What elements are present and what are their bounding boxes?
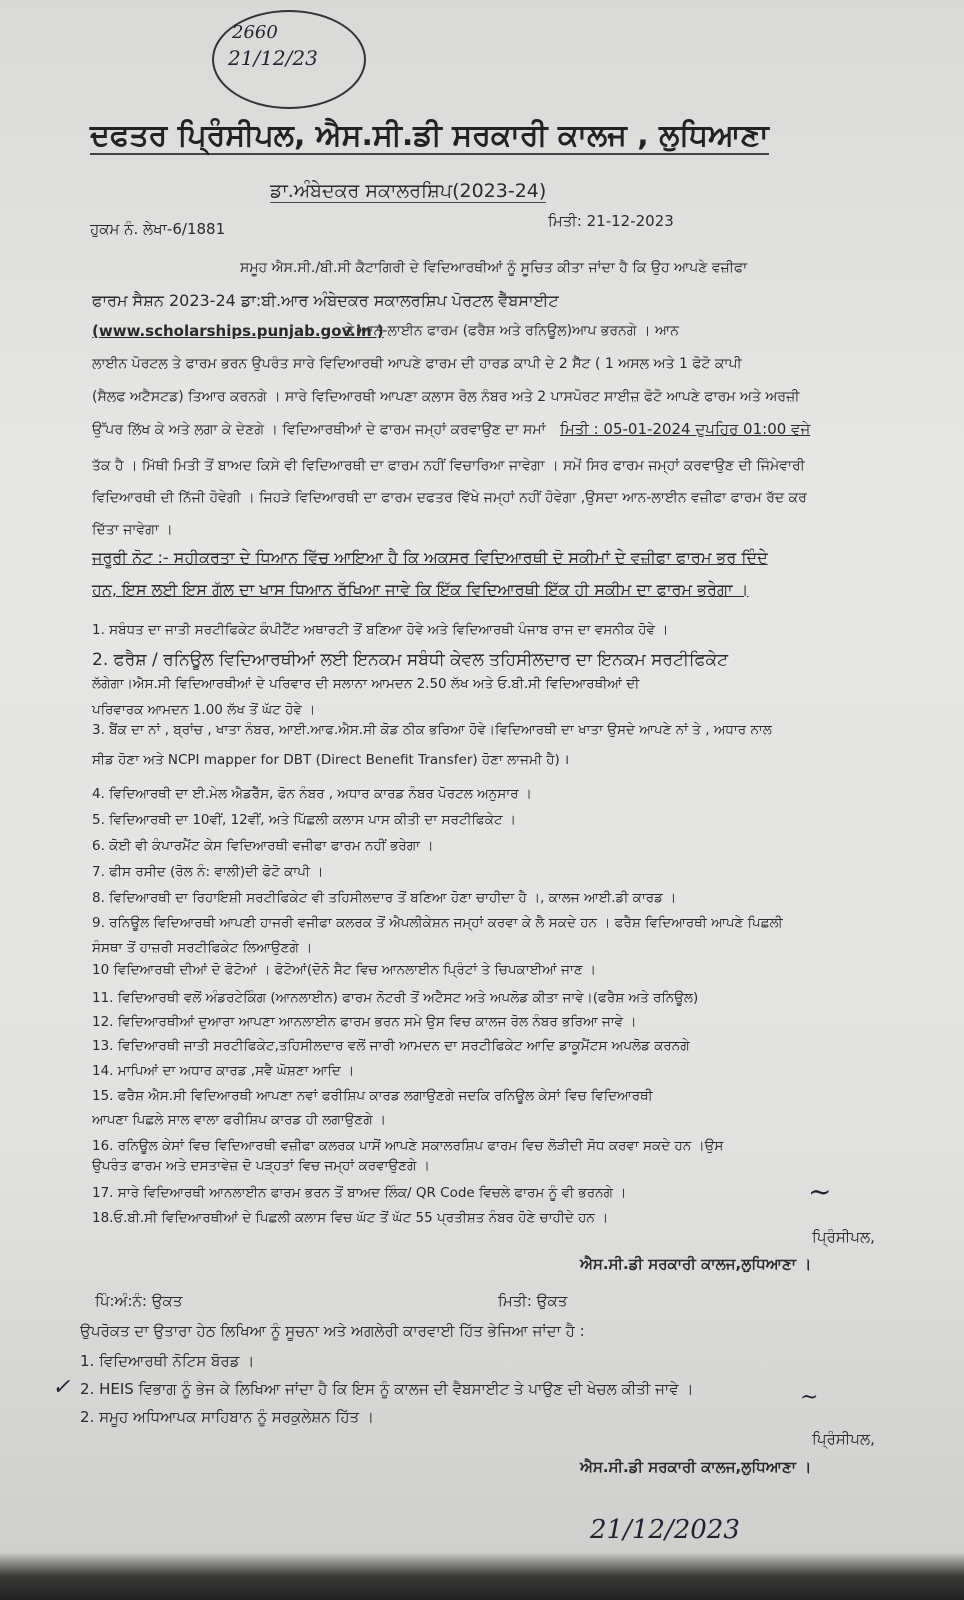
body-line: ਉੱਪਰ ਲਿੱਖ ਕੇ ਅਤੇ ਲਗਾ ਕੇ ਦੇਣਗੇ । ਵਿਦਿਆਰਥੀਆਂ ਦੇ ਫਾਰਮ ਜਮ੍ਹਾਂ ਕਰਵਾਉਣ ਦਾ ਸਮਾਂ	[92, 422, 546, 438]
body-line: ਵਿਦਿਆਰਥੀ ਦੀ ਨਿੱਜੀ ਹੋਵੇਗੀ । ਜਿਹੜੇ ਵਿਦਿਆਰਥੀ ਦਾ ਫਾਰਮ ਦਫਤਰ ਵਿੱਖੇ ਜਮ੍ਹਾਂ ਨਹੀਂ ਹੋਵੇਗਾ ,ਉਸਦਾ ਆਨ-ਲਾਈਨ ਵਜ਼ੀਫਾ ਫਾਰਮ ਰੱਦ ਕਰ	[92, 490, 807, 506]
endorsement-date: ਮਿਤੀ: ਉਕਤ	[498, 1292, 568, 1310]
list-item: 11. ਵਿਦਿਆਰਥੀ ਵਲੋਂ ਅੰਡਰਟੇਕਿੰਗ (ਆਨਲਾਈਨ) ਫਾਰਮ ਨੋਟਰੀ ਤੋਂ ਅਟੈਸਟ ਅਤੇ ਅਪਲੋਡ ਕੀਤਾ ਜਾਵੇ।(ਫਰੈਸ਼ ਅਤੇ ਰਨਿਊਲ)	[92, 990, 699, 1006]
list-item: 3. ਬੈਂਕ ਦਾ ਨਾਂ , ਬ੍ਰਾਂਚ , ਖਾਤਾ ਨੰਬਰ, ਆਈ.ਆਫ.ਐਸ.ਸੀ ਕੋਡ ਠੀਕ ਭਰਿਆ ਹੋਵੇ।ਵਿਦਿਆਰਥੀ ਦਾ ਖਾਤਾ ਉਸਦੇ ਆਪਣੇ ਨਾਂ ਤੇ , ਅਧਾਰ ਨਾਲ	[92, 722, 772, 738]
list-item: 12. ਵਿਦਿਆਰਥੀਆਂ ਦੁਆਰਾ ਆਪਣਾ ਆਨਲਾਈਨ ਫਾਰਮ ਭਰਨ ਸਮੇ ਉਸ ਵਿਚ ਕਾਲਜ ਰੋਲ ਨੰਬਰ ਭਰਿਆ ਜਾਵੇ ।	[92, 1014, 637, 1030]
list-item: ਪਰਿਵਾਰਕ ਆਮਦਨ 1.00 ਲੱਖ ਤੋਂ ਘੱਟ ਹੋਵੇ ।	[92, 702, 316, 718]
list-item: 13. ਵਿਦਿਆਰਥੀ ਜਾਤੀ ਸਰਟੀਫਿਕੇਟ,ਤਹਿਸੀਲਦਾਰ ਵਲੋਂ ਜਾਰੀ ਆਮਦਨ ਦਾ ਸਰਟੀਫਿਕੇਟ ਆਦਿ ਡਾਕੂਮੈਂਟਸ ਅਪਲੋਡ ਕਰਨਗੇ	[92, 1038, 690, 1054]
list-item: 5. ਵਿਦਿਆਰਥੀ ਦਾ 10ਵੀਂ, 12ਵੀਂ, ਅਤੇ ਪਿੱਛਲੀ ਕਲਾਸ ਪਾਸ ਕੀਤੀ ਦਾ ਸਰਟੀਫਿਕੇਟ ।	[92, 812, 516, 828]
list-item: ਸੀਡ ਹੋਣਾ ਅਤੇ NCPI mapper for DBT (Direct Benefit Transfer) ਹੋਣਾ ਲਾਜਮੀ ਹੈ) ।	[92, 752, 570, 768]
list-item: 14. ਮਾਪਿਆਂ ਦਾ ਅਧਾਰ ਕਾਰਡ ,ਸਵੈ ਘੋਸ਼ਣਾ ਆਦਿ ।	[92, 1063, 355, 1079]
endorsement-number: ਪਿੰ:ਅੰ:ਨੰ: ਉਕਤ	[95, 1292, 183, 1310]
body-line: ਤੇ ਆਨ-ਲਾਈਨ ਫਾਰਮ (ਫਰੈਸ਼ ਅਤੇ ਰਨਿਊਲ)ਆਪ ਭਰਨਗੇ । ਆਨ	[345, 323, 679, 339]
body-line: ਸਮੂਹ ਐਸ.ਸੀ./ਬੀ.ਸੀ ਕੈਟਾਗਿਰੀ ਦੇ ਵਿਦਿਆਰਥੀਆਂ ਨੂੰ ਸੂਚਿਤ ਕੀਤਾ ਜਾਂਦਾ ਹੈ ਕਿ ਉਹ ਆਪਣੇ ਵਜ਼ੀਫਾ	[240, 260, 748, 276]
list-item: ਸੰਸਥਾ ਤੋਂ ਹਾਜ਼ਰੀ ਸਰਟੀਫਿਕੇਟ ਲਿਆਉਣਗੇ ।	[92, 940, 313, 956]
list-item: ਲੱਗੇਗਾ।ਐਸ.ਸੀ ਵਿਦਿਆਰਥੀਆਂ ਦੇ ਪਰਿਵਾਰ ਦੀ ਸਲਾਨਾ ਆਮਦਨ 2.50 ਲੱਖ ਅਤੇ ਓ.ਬੀ.ਸੀ ਵਿਦਿਆਰਥੀਆਂ ਦੀ	[92, 676, 640, 692]
scheme-subtitle: ਡਾ.ਅੰਬੇਦਕਰ ਸਕਾਲਰਸ਼ਿਪ(2023-24)	[270, 180, 547, 202]
receipt-date: 21/12/23	[228, 46, 318, 70]
list-item: 16. ਰਨਿਊਲ ਕੇਸਾਂ ਵਿਚ ਵਿਦਿਆਰਥੀ ਵਜ਼ੀਫਾ ਕਲਰਕ ਪਾਸੋਂ ਆਪਣੇ ਸਕਾਲਰਸ਼ਿਪ ਫਾਰਮ ਵਿਚ ਲੋੜੀਦੀ ਸੋਧ ਕਰਵਾ ਸਕਦੇ ਹਨ ।ਉਸ	[92, 1138, 724, 1154]
body-line: ਤੱਕ ਹੈ । ਮਿੱਥੀ ਮਿਤੀ ਤੋਂ ਬਾਅਦ ਕਿਸੇ ਵੀ ਵਿਦਿਆਰਥੀ ਦਾ ਫਾਰਮ ਨਹੀਂ ਵਿਚਾਰਿਆ ਜਾਵੇਗਾ । ਸਮੇਂ ਸਿਰ ਫਾਰਮ ਜਮ੍ਹਾਂ ਕਰਵਾਉਣ ਦੀ ਜਿੰਮੇਵਾਰੀ	[92, 458, 805, 474]
signatory-title: ਪ੍ਰਿੰਸੀਪਲ,	[812, 1430, 875, 1448]
signatory-org: ਐਸ.ਸੀ.ਡੀ ਸਰਕਾਰੀ ਕਾਲਜ,ਲੁਧਿਆਣਾ ।	[580, 1255, 812, 1273]
principal-signature: ~	[808, 1175, 832, 1208]
handwritten-date: 21/12/2023	[590, 1515, 740, 1545]
list-item: 6. ਕੋਈ ਵੀ ਕੰਪਾਰਮੈਂਟ ਕੇਸ ਵਿਦਿਆਰਥੀ ਵਜੀਫਾ ਫਾਰਮ ਨਹੀਂ ਭਰੇਗਾ ।	[92, 838, 434, 854]
endorsement-intro: ਉਪਰੋਕਤ ਦਾ ਉਤਾਰਾ ਹੇਠ ਲਿਖਿਆ ਨੂੰ ਸੂਚਨਾ ਅਤੇ ਅਗਲੇਰੀ ਕਾਰਵਾਈ ਹਿੱਤ ਭੇਜਿਆ ਜਾਂਦਾ ਹੈ :	[80, 1322, 585, 1340]
website-link[interactable]: (www.scholarships.punjab.gov.in )	[92, 322, 384, 340]
signatory-org: ਐਸ.ਸੀ.ਡੀ ਸਰਕਾਰੀ ਕਾਲਜ,ਲੁਧਿਆਣਾ ।	[580, 1458, 812, 1476]
endorsement-item: 1. ਵਿਦਿਆਰਥੀ ਨੋਟਿਸ ਬੋਰਡ ।	[80, 1352, 255, 1370]
list-item: 4. ਵਿਦਿਆਰਥੀ ਦਾ ਈ.ਮੇਲ ਐਡਰੈੱਸ, ਫੋਨ ਨੰਬਰ , ਅਧਾਰ ਕਾਰਡ ਨੰਬਰ ਪੋਰਟਲ ਅਨੁਸਾਰ ।	[92, 786, 532, 802]
list-item: ਆਪਣਾ ਪਿਛਲੇ ਸਾਲ ਵਾਲਾ ਫਰੀਸ਼ਿਪ ਕਾਰਡ ਹੀ ਲਗਾਉਣਗੇ ।	[92, 1112, 386, 1128]
list-item: 1. ਸਬੰਧਤ ਦਾ ਜਾਤੀ ਸਰਟੀਫਿਕੇਟ ਕੰਪੀਟੈਂਟ ਅਥਾਰਟੀ ਤੋਂ ਬਣਿਆ ਹੋਵੇ ਅਤੇ ਵਿਦਿਆਰਥੀ ਪੰਜਾਬ ਰਾਜ ਦਾ ਵਸਨੀਕ ਹੋਵੇ ।	[92, 622, 669, 638]
receipt-number: 2660	[232, 22, 278, 43]
order-number: ਹੁਕਮ ਨੰ. ਲੇਖਾ-6/1881	[90, 220, 226, 238]
endorsement-item: 2. ਸਮੂਹ ਅਧਿਆਪਕ ਸਾਹਿਬਾਨ ਨੂੰ ਸਰਕੁਲੇਸ਼ਨ ਹਿੱਤ ।	[80, 1408, 375, 1426]
body-line: ਦਿੱਤਾ ਜਾਵੇਗਾ ।	[92, 522, 173, 538]
important-note-line: ਹਨ, ਇਸ ਲਈ ਇਸ ਗੱਲ ਦਾ ਖਾਸ ਧਿਆਨ ਰੱਖਿਆ ਜਾਵੇ ਕਿ ਇੱਕ ਵਿਦਿਆਰਥੀ ਇੱਕ ਹੀ ਸਕੀਮ ਦਾ ਫਾਰਮ ਭਰੇਗਾ ।	[92, 580, 749, 599]
list-item: 17. ਸਾਰੇ ਵਿਦਿਆਰਥੀ ਆਨਲਾਈਨ ਫਾਰਮ ਭਰਨ ਤੋਂ ਬਾਅਦ ਲਿੰਕ/ QR Code ਵਿਚਲੇ ਫਾਰਮ ਨੂੰ ਵੀ ਭਰਨਗੇ ।	[92, 1185, 627, 1201]
body-line: ਫਾਰਮ ਸੈਸ਼ਨ 2023-24 ਡਾ:ਬੀ.ਆਰ ਅੰਬੇਦਕਰ ਸਕਾਲਰਸ਼ਿਪ ਪੋਰਟਲ ਵੈੱਬਸਾਈਟ	[92, 291, 559, 310]
list-item: 9. ਰਨਿਊਲ ਵਿਦਿਆਰਥੀ ਆਪਣੀ ਹਾਜਰੀ ਵਜੀਫਾ ਕਲਰਕ ਤੋਂ ਐਪਲੀਕੇਸ਼ਨ ਜਮ੍ਹਾਂ ਕਰਵਾ ਕੇ ਲੈ ਸਕਦੇ ਹਨ । ਫਰੈਸ਼ ਵਿਦਿਆਰਥੀ ਆਪਣੇ ਪਿਛਲੀ	[92, 915, 783, 931]
endorsement-item: 2. HEIS ਵਿਭਾਗ ਨੂੰ ਭੇਜ ਕੇ ਲਿਖਿਆ ਜਾਂਦਾ ਹੈ ਕਿ ਇਸ ਨੂੰ ਕਾਲਜ ਦੀ ਵੈਬਸਾਈਟ ਤੇ ਪਾਉਣ ਦੀ ਖੇਚਲ ਕੀਤੀ ਜਾਵੇ ।	[80, 1380, 694, 1398]
list-item: 15. ਫਰੈਸ਼ ਐਸ.ਸੀ ਵਿਦਿਆਰਥੀ ਆਪਣਾ ਨਵਾਂ ਫਰੀਸ਼ਿਪ ਕਾਰਡ ਲਗਾਉਣਗੇ ਜਦਕਿ ਰਨਿਊਲ ਕੇਸਾਂ ਵਿਚ ਵਿਦਿਆਰਥੀ	[92, 1088, 653, 1104]
list-item: 7. ਫੀਸ ਰਸੀਦ (ਰੋਲ ਨੰ: ਵਾਲੀ)ਦੀ ਫੋਟੋ ਕਾਪੀ ।	[92, 864, 324, 880]
body-line: ਲਾਈਨ ਪੋਰਟਲ ਤੇ ਫਾਰਮ ਭਰਨ ਉਪਰੰਤ ਸਾਰੇ ਵਿਦਿਆਰਥੀ ਆਪਣੇ ਫਾਰਮ ਦੀ ਹਾਰਡ ਕਾਪੀ ਦੇ 2 ਸੈੱਟ ( 1 ਅਸਲ ਅਤੇ 1 ਫੋਟੋ ਕਾਪੀ	[92, 356, 742, 372]
signatory-title: ਪ੍ਰਿੰਸੀਪਲ,	[812, 1228, 875, 1246]
list-item: ਉਪਰੰਤ ਫਾਰਮ ਅਤੇ ਦਸਤਾਵੇਜ਼ ਦੋ ਪੜ੍ਹਤਾਂ ਵਿਚ ਜਮ੍ਹਾਂ ਕਰਵਾਉਣਗੇ ।	[92, 1158, 430, 1174]
deadline: ਮਿਤੀ : 05-01-2024 ਦੁਪਹਿਰ 01:00 ਵਜੇ	[560, 420, 811, 438]
list-item: 2. ਫਰੈਸ਼ / ਰਨਿਊਲ ਵਿਦਿਆਰਥੀਆਂ ਲਈ ਇਨਕਮ ਸਬੰਧੀ ਕੇਵਲ ਤਹਿਸੀਲਦਾਰ ਦਾ ਇਨਕਮ ਸਰਟੀਫਿਕੇਟ	[92, 650, 729, 670]
list-item: 8. ਵਿਦਿਆਰਥੀ ਦਾ ਰਿਹਾਇਸ਼ੀ ਸਰਟੀਫਿਕੇਟ ਵੀ ਤਹਿਸੀਲਦਾਰ ਤੋਂ ਬਣਿਆ ਹੋਣਾ ਚਾਹੀਦਾ ਹੈ ।, ਕਾਲਜ ਆਈ.ਡੀ ਕਾਰਡ ।	[92, 890, 677, 906]
important-note-line: ਜਰੂਰੀ ਨੋਟ :- ਸਹੀਕਰਤਾ ਦੇ ਧਿਆਨ ਵਿੱਚ ਆਇਆ ਹੈ ਕਿ ਅਕਸਰ ਵਿਦਿਆਰਥੀ ਦੋ ਸਕੀਮਾਂ ਦੇ ਵਜ਼ੀਫਾ ਫਾਰਮ ਭਰ ਦਿੰਦੇ	[92, 548, 768, 567]
list-item: 18.ਓ.ਬੀ.ਸੀ ਵਿਦਿਆਰਥੀਆਂ ਦੇ ਪਿਛਲੀ ਕਲਾਸ ਵਿਚ ਘੱਟ ਤੋਂ ਘੱਟ 55 ਪ੍ਰਤੀਸ਼ਤ ਨੰਬਰ ਹੋਣੇ ਚਾਹੀਦੇ ਹਨ ।	[92, 1210, 609, 1226]
tick-mark-icon: ✓	[52, 1375, 71, 1400]
office-title: ਦਫਤਰ ਪ੍ਰਿੰਸੀਪਲ, ਐਸ.ਸੀ.ਡੀ ਸਰਕਾਰੀ ਕਾਲਜ , ਲੁਧਿਆਣਾ	[90, 118, 769, 153]
list-item: 10 ਵਿਦਿਆਰਥੀ ਦੀਆਂ ਦੋ ਫੋਟੋਆਂ । ਫੋਟੋਆਂ(ਦੋਨੋ ਸੈਟ ਵਿਚ ਆਨਲਾਈਨ ਪ੍ਰਿੰਟਾਂ ਤੇ ਚਿਪਕਾਈਆਂ ਜਾਣ ।	[92, 962, 597, 978]
body-line: (ਸੈਲਫ ਅਟੈਸਟਡ) ਤਿਆਰ ਕਰਨਗੇ । ਸਾਰੇ ਵਿਦਿਆਰਥੀ ਆਪਣਾ ਕਲਾਸ ਰੋਲ ਨੰਬਰ ਅਤੇ 2 ਪਾਸਪੋਰਟ ਸਾਈਜ਼ ਫੋਟੋ ਆਪਣੇ ਫਾਰਮ ਅਤੇ ਅਰਜ਼ੀ	[92, 389, 800, 405]
initials-signature: ~	[800, 1385, 819, 1410]
order-date: ਮਿਤੀ: 21-12-2023	[548, 212, 674, 230]
